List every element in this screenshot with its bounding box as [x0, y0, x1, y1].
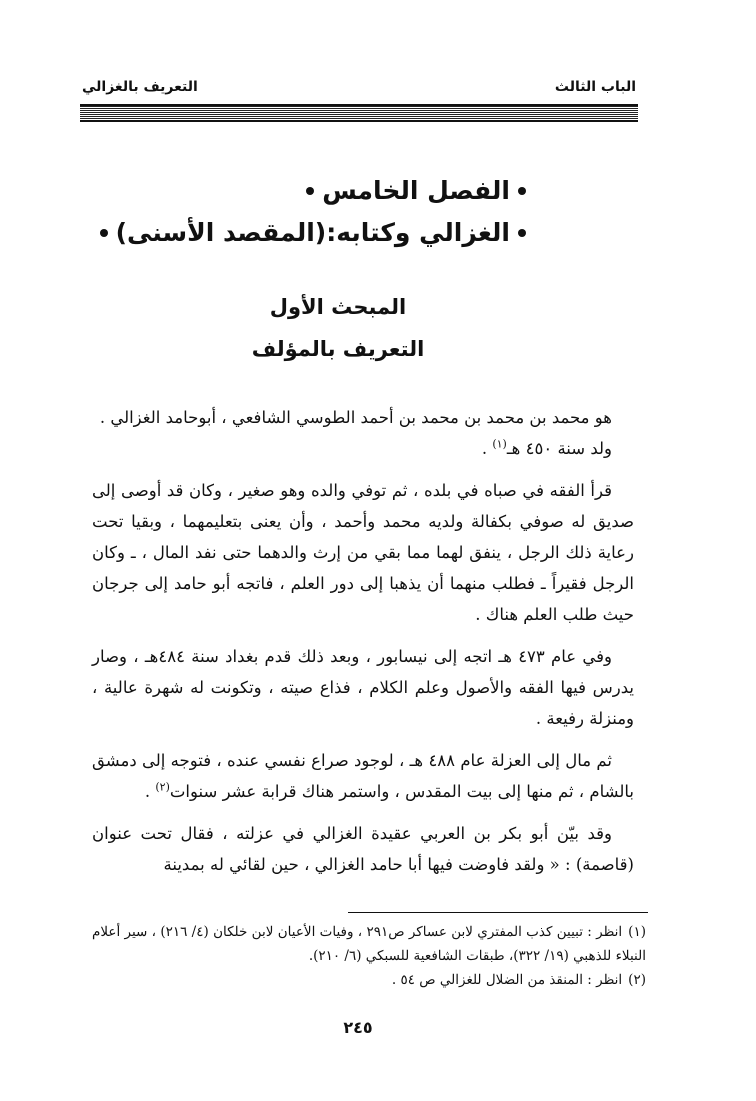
chapter-title-line — [150, 170, 526, 212]
footnotes — [92, 920, 646, 992]
chapter-title-block — [115, 170, 526, 254]
paragraph-3: وفي عام ٤٧٣ هـ اتجه إلى نيسابور ، وبعد ذلك قدم بغداد سنة ٤٨٤هـ ، وصار يدرس فيها الفقه والأصول وعلم الكلام ، فذاع صيته ، وتكونت له شهرة عالية ، ومنزلة رفيعة . — [92, 647, 634, 728]
section-subtitle: التعريف بالمؤلف — [251, 337, 425, 361]
paragraph-5: وقد بيّن أبو بكر بن العربي عقيدة الغزالي في عزلته ، فقال تحت عنوان (قاصمة) : « ولقد فاوضت فيها أبا حامد الغزالي ، حين لقائي له بمدينة — [92, 824, 634, 874]
bullet-icon — [518, 187, 526, 195]
footnote-separator — [348, 912, 648, 913]
bullet-icon — [518, 229, 526, 237]
bullet-icon — [306, 187, 314, 195]
paragraph-1-line-1: هو محمد بن محمد بن محمد بن أحمد الطوسي الشافعي ، أبوحامد الغزالي . — [99, 408, 612, 427]
chapter-subtitle-line — [115, 212, 526, 254]
running-header — [82, 74, 636, 100]
footnote-1-text: انظر : تبيين كذب المفتري لابن عساكر ص٢٩١ ، وفيات الأعيان لابن خلكان (٤/ ٢١٦) ، سير أعلام النبلاء للذهبي (١٩/ ٣٢٢)، طبقات الشافعية للسبكي (٦/ ٢١٠). — [92, 924, 646, 964]
section-heading-block — [0, 286, 756, 370]
footnote-ref-2[interactable]: (٢) — [155, 780, 170, 794]
paragraph-4-text: ثم مال إلى العزلة عام ٤٨٨ هـ ، لوجود صراع نفسي عنده ، فتوجه إلى دمشق بالشام ، ثم منها إلى بيت المقدس ، واستمر هناك قرابة عشر سنوات — [92, 751, 634, 801]
header-rule-bottom — [80, 120, 638, 122]
paragraph-1-line-2 — [92, 433, 634, 464]
body-text — [92, 402, 634, 891]
header-topic-label: التعريف بالغزالي — [82, 79, 198, 95]
footnote-ref-1[interactable]: (١) — [492, 437, 507, 451]
paragraph-2: قرأ الفقه في صباه في بلده ، ثم توفي والده وهو صغير ، وكان قد أوصى إلى صديق له صوفي بكفالة ولديه محمد وأحمد ، وأن يعنى بتعليمهما ، وبقيا تحت رعاية ذلك الرجل ، ينفق لهما مما بقي من إرث والدهما حتى نفد المال ، ـ وكان الرجل فقيراً ـ فطلب منهما أن يذهبا إلى دور العلم ، فاتجه أبو حامد إلى جرجان حيث طلب العلم هناك . — [92, 481, 634, 624]
birth-text: ولد سنة ٤٥٠ هـ — [506, 439, 612, 458]
bullet-icon — [100, 229, 108, 237]
footnote-2-text: انظر : المنقذ من الضلال للغزالي ص ٥٤ . — [391, 972, 623, 988]
paragraph-4 — [92, 745, 634, 807]
page-number: ٢٤٥ — [343, 1018, 373, 1037]
chapter-title: الفصل الخامس — [322, 176, 510, 205]
footnote-2 — [92, 968, 646, 992]
footnote-1-number: (١) — [628, 924, 646, 940]
paragraph-1 — [92, 402, 634, 464]
paragraph-4-end: . — [144, 782, 156, 801]
header-chapter-label: الباب الثالث — [554, 79, 636, 95]
footnote-2-number: (٢) — [628, 972, 646, 988]
footnote-1 — [92, 920, 646, 968]
chapter-subtitle: الغزالي وكتابه:(المقصد الأسنى) — [115, 218, 510, 247]
birth-text-end: . — [481, 439, 493, 458]
section-title: المبحث الأول — [269, 295, 407, 319]
header-hatched-rule — [80, 106, 638, 120]
